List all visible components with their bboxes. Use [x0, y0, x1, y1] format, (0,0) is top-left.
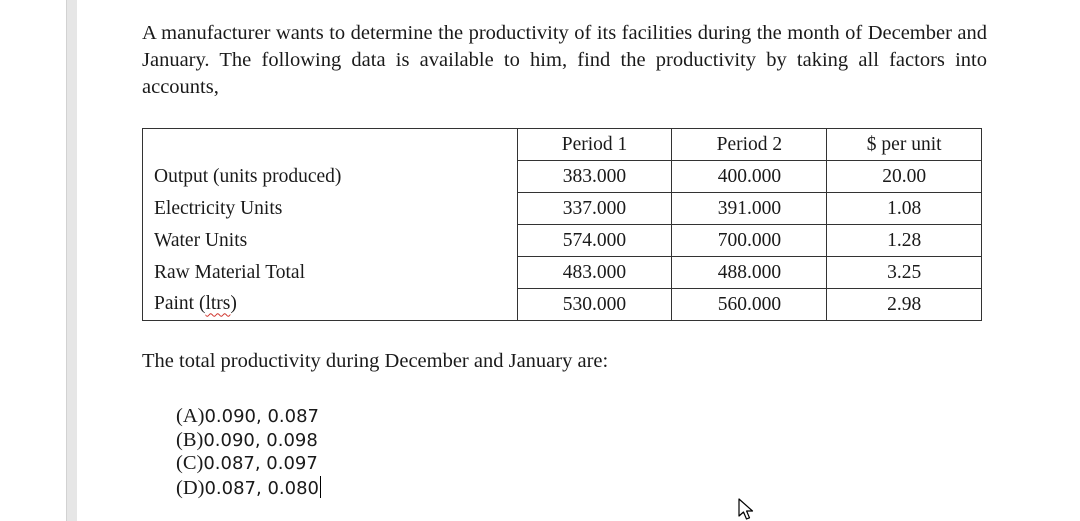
row-label: Electricity Units: [154, 197, 283, 219]
option-value: 0.087, 0.080: [204, 477, 319, 499]
row-label: [143, 289, 518, 321]
table-row: [143, 161, 982, 193]
option-b: [176, 429, 321, 453]
period-2-value: 700.000: [672, 225, 827, 257]
page-edge-divider: [66, 0, 77, 521]
table-row: [143, 193, 982, 225]
option-letter: (C): [176, 452, 204, 474]
row-label-suffix: ): [230, 293, 237, 315]
option-d: [176, 476, 321, 501]
table-header-empty: [143, 129, 518, 161]
option-value: 0.090, 0.087: [204, 406, 319, 427]
text-caret: [320, 476, 321, 498]
document-page: [142, 20, 987, 101]
left-margin: [0, 0, 80, 521]
option-letter: (B): [176, 428, 204, 451]
table-row: [143, 257, 982, 289]
header-period-2: Period 2: [672, 129, 827, 161]
price-per-unit-value: 2.98: [827, 289, 982, 321]
period-1-value: 337.000: [517, 193, 672, 225]
period-2-value: 488.000: [672, 257, 827, 289]
answer-options: [176, 405, 321, 500]
table-row: [143, 289, 982, 321]
spellcheck-flagged-word[interactable]: ltrs: [205, 293, 231, 315]
period-1-value: 574.000: [517, 225, 672, 257]
price-per-unit-value: 1.28: [827, 225, 982, 257]
row-label: Raw Material Total: [154, 261, 305, 283]
header-period-1: Period 1: [517, 129, 672, 161]
price-per-unit-value: 1.08: [827, 193, 982, 225]
row-label: Output (units produced): [154, 165, 342, 187]
row-label-prefix: Paint (: [154, 293, 206, 315]
option-c: [176, 452, 321, 476]
table-header-row: [143, 129, 982, 161]
mouse-pointer-icon: [738, 498, 758, 521]
price-per-unit-value: 20.00: [827, 161, 982, 193]
period-2-value: 560.000: [672, 289, 827, 321]
productivity-data-table: [142, 128, 982, 321]
price-per-unit-value: 3.25: [827, 257, 982, 289]
option-letter: (A): [176, 405, 205, 427]
option-letter: (D): [176, 476, 205, 499]
option-value: 0.090, 0.098: [203, 429, 318, 451]
period-2-value: 391.000: [672, 193, 827, 225]
option-a: [176, 405, 321, 429]
problem-statement: A manufacturer wants to determine the productivity of its facilities during the month of December and January. The following data is available to him, find the productivity by taking all factors into accounts,: [142, 22, 987, 98]
period-1-value: 530.000: [517, 289, 672, 321]
period-2-value: 400.000: [672, 161, 827, 193]
row-label: Water Units: [154, 229, 248, 251]
option-value: 0.087, 0.097: [203, 453, 318, 474]
header-price-per-unit: $ per unit: [827, 129, 982, 161]
period-1-value: 483.000: [517, 257, 672, 289]
question-text: The total productivity during December and January are:: [142, 350, 609, 372]
period-1-value: 383.000: [517, 161, 672, 193]
table-row: [143, 225, 982, 257]
